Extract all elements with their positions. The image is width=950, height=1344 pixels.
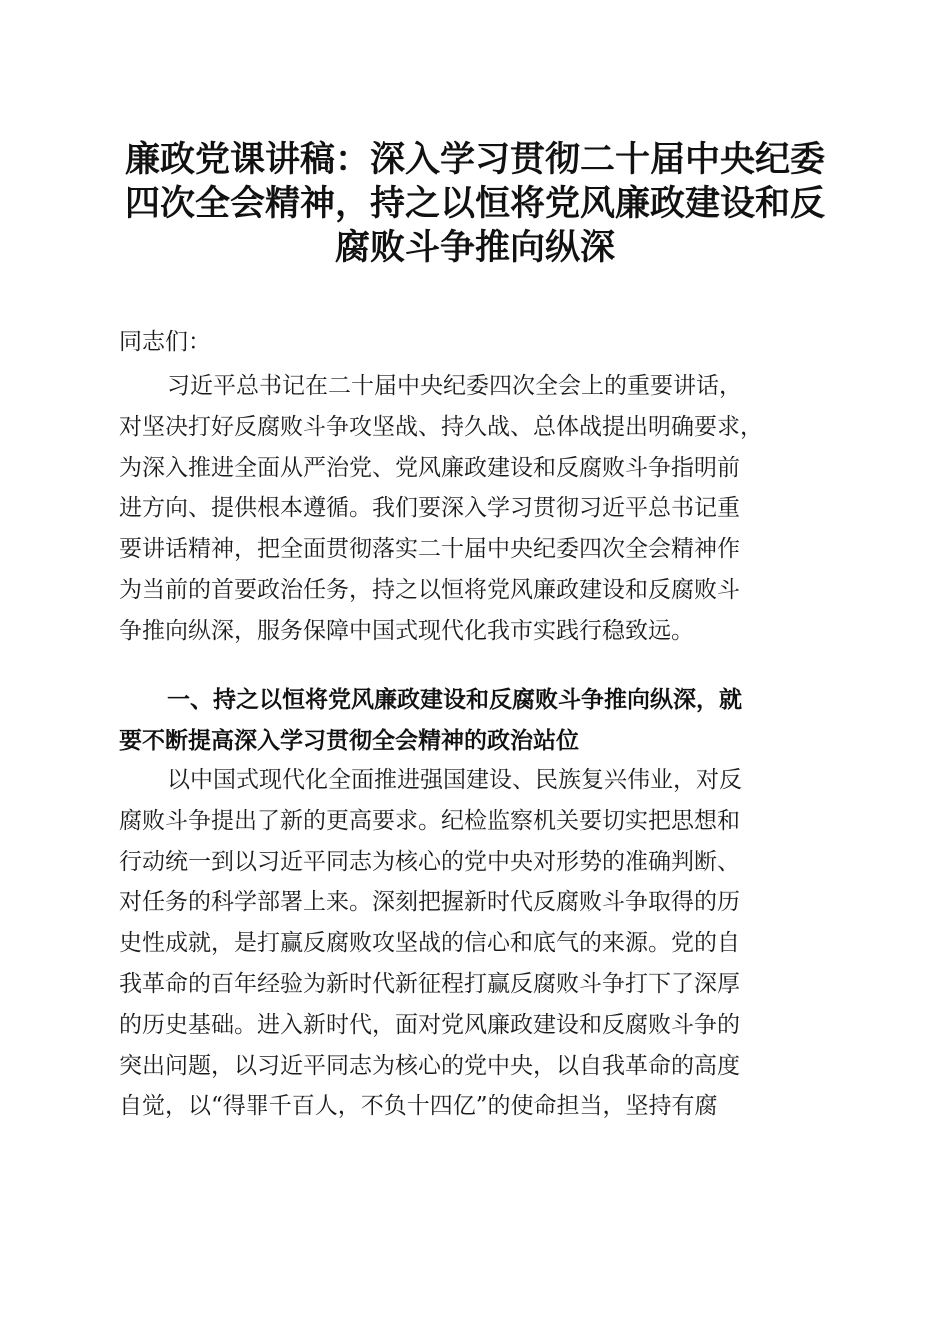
paragraph-line: 史性成就，是打赢反腐败攻坚战的信心和底气的来源。党的自 (119, 930, 740, 957)
salutation (119, 322, 831, 363)
paragraph-line: 我革命的百年经验为新时代新征程打赢反腐败斗争打下了深厚 (119, 970, 740, 997)
paragraph-line: 为深入推进全面从严治党、党风廉政建设和反腐败斗争指明前 (119, 454, 740, 481)
paragraph-line: 以中国式现代化全面推进强国建设、民族复兴伟业，对反 (167, 767, 742, 793)
salutation-text: 同志们： (119, 329, 211, 355)
title-line: 腐败斗争推向纵深 (334, 227, 615, 268)
paragraph-line: 的历史基础。进入新时代，面对党风廉政建设和反腐败斗争的 (119, 1011, 740, 1038)
heading-line: 一、持之以恒将党风廉政建设和反腐败斗争推向纵深，就 (167, 687, 742, 713)
paragraph-line: 进方向、提供根本遵循。我们要深入学习贯彻习近平总书记重 (119, 495, 740, 522)
paragraph-line: 争推向纵深，服务保障中国式现代化我市实践行稳致远。 (119, 617, 694, 644)
paragraph-line: 要讲话精神，把全面贯彻落实二十届中央纪委四次全会精神作 (119, 536, 740, 563)
title-line: 廉政党课讲稿：深入学习贯彻二十届中央纪委 (124, 139, 825, 180)
paragraph-line: 突出问题，以习近平同志为核心的党中央，以自我革命的高度 (119, 1052, 740, 1079)
paragraph-line: 对坚决打好反腐败斗争攻坚战、持久战、总体战提出明确要求， (119, 413, 763, 440)
paragraph-line: 为当前的首要政治任务，持之以恒将党风廉政建设和反腐败斗 (119, 576, 740, 603)
document-title (100, 138, 850, 270)
paragraph-line: 自觉，以“得罪千百人，不负十四亿”的使命担当，坚持有腐 (119, 1093, 718, 1120)
title-line: 四次全会精神，持之以恒将党风廉政建设和反 (124, 183, 825, 224)
paragraph-intro (119, 366, 831, 652)
paragraph-line: 对任务的科学部署上来。深刻把握新时代反腐败斗争取得的历 (119, 889, 740, 916)
paragraph-section-1 (119, 760, 831, 1127)
paragraph-line: 习近平总书记在二十届中央纪委四次全会上的重要讲话， (167, 373, 742, 399)
paragraph-line: 行动统一到以习近平同志为核心的党中央对形势的准确判断、 (119, 848, 740, 875)
heading-line: 要不断提高深入学习贯彻全会精神的政治站位 (119, 727, 579, 754)
paragraph-line: 腐败斗争提出了新的更高要求。纪检监察机关要切实把思想和 (119, 807, 740, 834)
section-heading-1 (119, 680, 831, 762)
